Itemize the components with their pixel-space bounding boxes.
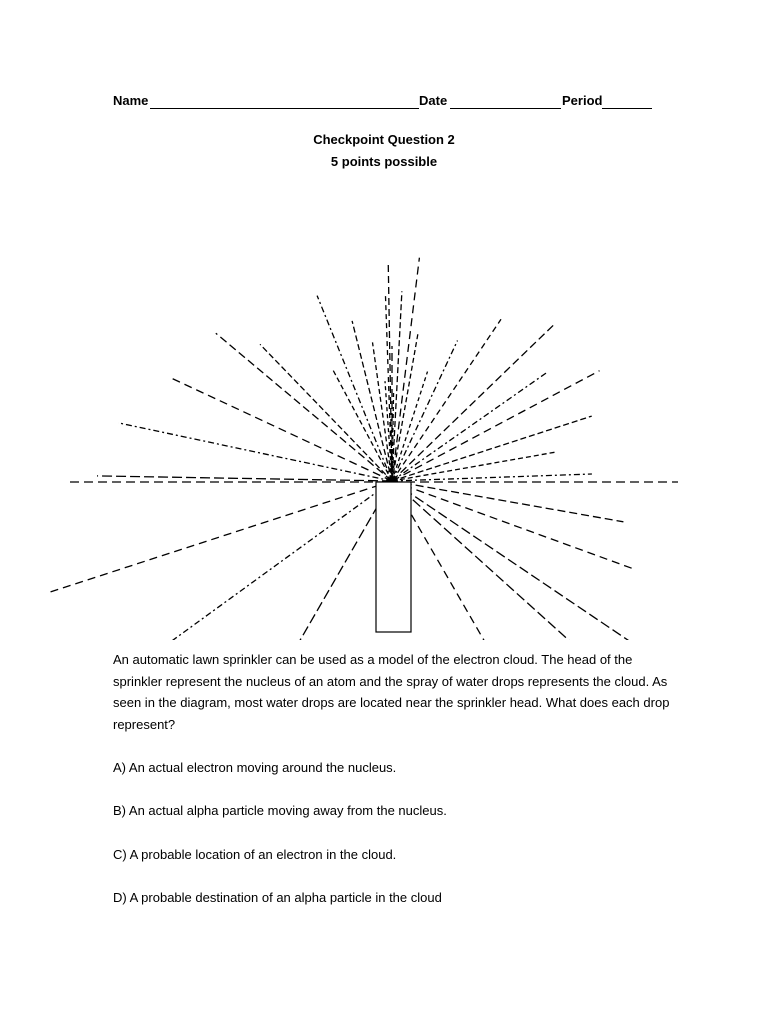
spray-ray-22 xyxy=(392,341,458,482)
title-line: Checkpoint Question 2 xyxy=(313,132,455,147)
spray-ray-7 xyxy=(216,333,392,481)
date-label: Date xyxy=(419,93,448,108)
choice-a[interactable]: A) An actual electron moving around the nucleus. xyxy=(113,760,397,775)
points-line: 5 points possible xyxy=(330,154,438,169)
period-label: Period xyxy=(562,93,603,108)
spray-ray-29 xyxy=(392,474,592,481)
spray-ray-4 xyxy=(97,476,392,481)
sprinkler-diagram xyxy=(0,200,768,640)
spray-ray-26 xyxy=(392,371,600,481)
spray-ray-6 xyxy=(170,378,392,482)
spray-ray-25 xyxy=(392,372,548,481)
sprinkler-pipe xyxy=(376,482,411,632)
spray-ray-3 xyxy=(50,481,392,592)
spray-ray-27 xyxy=(392,416,592,481)
spray-ray-31 xyxy=(392,481,636,570)
spray-ray-24 xyxy=(392,325,554,481)
page-title xyxy=(0,129,768,173)
spray-ray-32 xyxy=(392,481,649,640)
spray-ray-1 xyxy=(220,481,393,640)
choice-c[interactable]: C) A probable location of an electron in the cloud. xyxy=(113,847,397,862)
spray-ray-28 xyxy=(392,452,555,481)
name-label: Name xyxy=(113,93,149,108)
name-date-period-line xyxy=(113,93,653,113)
choice-d[interactable]: D) A probable destination of an alpha particle in the cloud xyxy=(113,890,442,905)
choice-b[interactable]: B) An actual alpha particle moving away from the nucleus. xyxy=(113,803,447,818)
spray-ray-33 xyxy=(392,481,648,640)
question-text: An automatic lawn sprinkler can be used as a model of the electron cloud. The head of the sprinkler represent the nucleus of an atom and the spray of water drops represents the cloud. As seen in the diagram, most water drops are located near the sprinkler head. What does each drop represent? xyxy=(113,652,670,732)
spray-ray-10 xyxy=(317,296,392,481)
spray-ray-34 xyxy=(392,481,577,640)
name-blank[interactable] xyxy=(150,108,419,109)
spray-ray-9 xyxy=(333,371,392,481)
period-blank[interactable] xyxy=(602,108,652,109)
water-spray xyxy=(50,258,649,640)
spray-ray-5 xyxy=(118,423,392,481)
spray-ray-30 xyxy=(392,481,623,522)
spray-ray-8 xyxy=(260,344,392,481)
spray-ray-12 xyxy=(373,342,393,481)
spray-ray-23 xyxy=(392,319,501,481)
date-blank[interactable] xyxy=(450,108,561,109)
